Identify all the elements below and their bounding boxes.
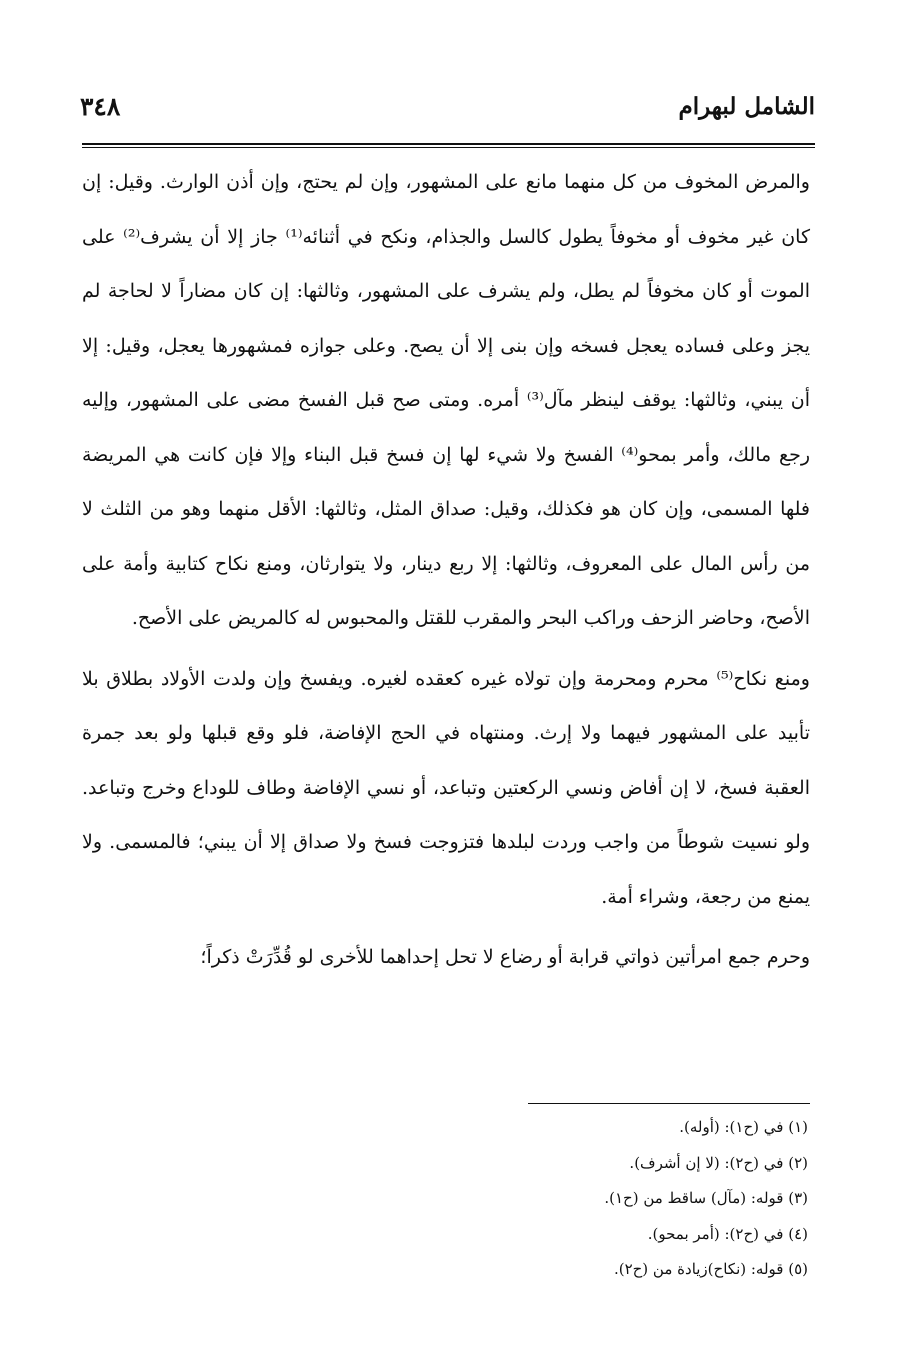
page-number: ٣٤٨ — [80, 91, 121, 121]
footnote-separator — [528, 1103, 810, 1104]
header-rule-thin — [82, 147, 815, 148]
page-header — [80, 86, 815, 126]
footnotes — [300, 1110, 808, 1288]
main-text — [82, 155, 810, 991]
running-title: الشامل لبهرام — [678, 92, 815, 120]
footnote: (٢) في (ح٢): (لا إن أشرف). — [629, 1153, 808, 1172]
paragraph: وحرم جمع امرأتين ذواتي قرابة أو رضاع لا تحل إحداهما للأخرى لو قُدِّرَتْ ذكراً؛ — [200, 946, 810, 968]
footnote: (٤) في (ح٢): (أمر بمحو). — [647, 1224, 808, 1243]
footnote: (٣) قوله: (مآل) ساقط من (ح١). — [604, 1189, 808, 1207]
header-rule — [82, 143, 815, 145]
paragraph: والمرض المخوف من كل منهما مانع على المشهور، وإن لم يحتج، وإن أذن الوارث. وقيل: إن كان غير مخوف أو مخوفاً يطول كالسل والجذام، ونكح في أثنائه⁽¹⁾ جاز إلا أن يشرف⁽²⁾ على الموت أو كان مخوفاً لم يطل، ولم يشرف على المشهور، وثالثها: إن كان مضاراً لا لحاجة لم يجز وعلى فساده يعجل فسخه وإن بنى إلا أن يصح. وعلى جوازه فمشهورها يعجل، وقيل: إلا أن يبني، وثالثها: يوقف لينظر مآل⁽³⁾ أمره. ومتى صح قبل الفسخ مضى على المشهور، وإليه رجع مالك، وأمر بمحو⁽⁴⁾ الفسخ ولا شيء لها إن فسخ قبل البناء وإلا فإن كانت هي المريضة فلها المسمى، وإن كان هو فكذلك، وقيل: صداق المثل، وثالثها: الأقل منهما وهو من الثلث لا من رأس المال على المعروف، وثالثها: إلا ربع دينار، ولا يتوارثان، ومنع نكاح كتابية وأمة على الأصح، وحاضر الزحف وراكب البحر والمقرب للقتل والمحبوس له كالمريض على الأصح. — [82, 171, 811, 629]
footnote: (١) في (ح١): (أوله). — [679, 1118, 808, 1136]
paragraph: ومنع نكاح⁽⁵⁾ محرم ومحرمة وإن تولاه غيره كعقده لغيره. ويفسخ وإن ولدت الأولاد بطلاق بلا تأبيد على المشهور فيهما ولا إرث. ومنتهاه في الحج الإفاضة، فلو وقع قبلها ولو بعد جمرة العقبة فسخ، لا إن أفاض ونسي الركعتين وتباعد، أو نسي الإفاضة وطاف للوداع وخرج وتباعد. ولو نسيت شوطاً من واجب وردت لبلدها فتزوجت فسخ ولا صداق إلا أن يبني؛ فالمسمى. ولا يمنع من رجعة، وشراء أمة. — [82, 667, 810, 908]
footnote: (٥) قوله: (نكاح)زيادة من (ح٢). — [613, 1260, 808, 1278]
